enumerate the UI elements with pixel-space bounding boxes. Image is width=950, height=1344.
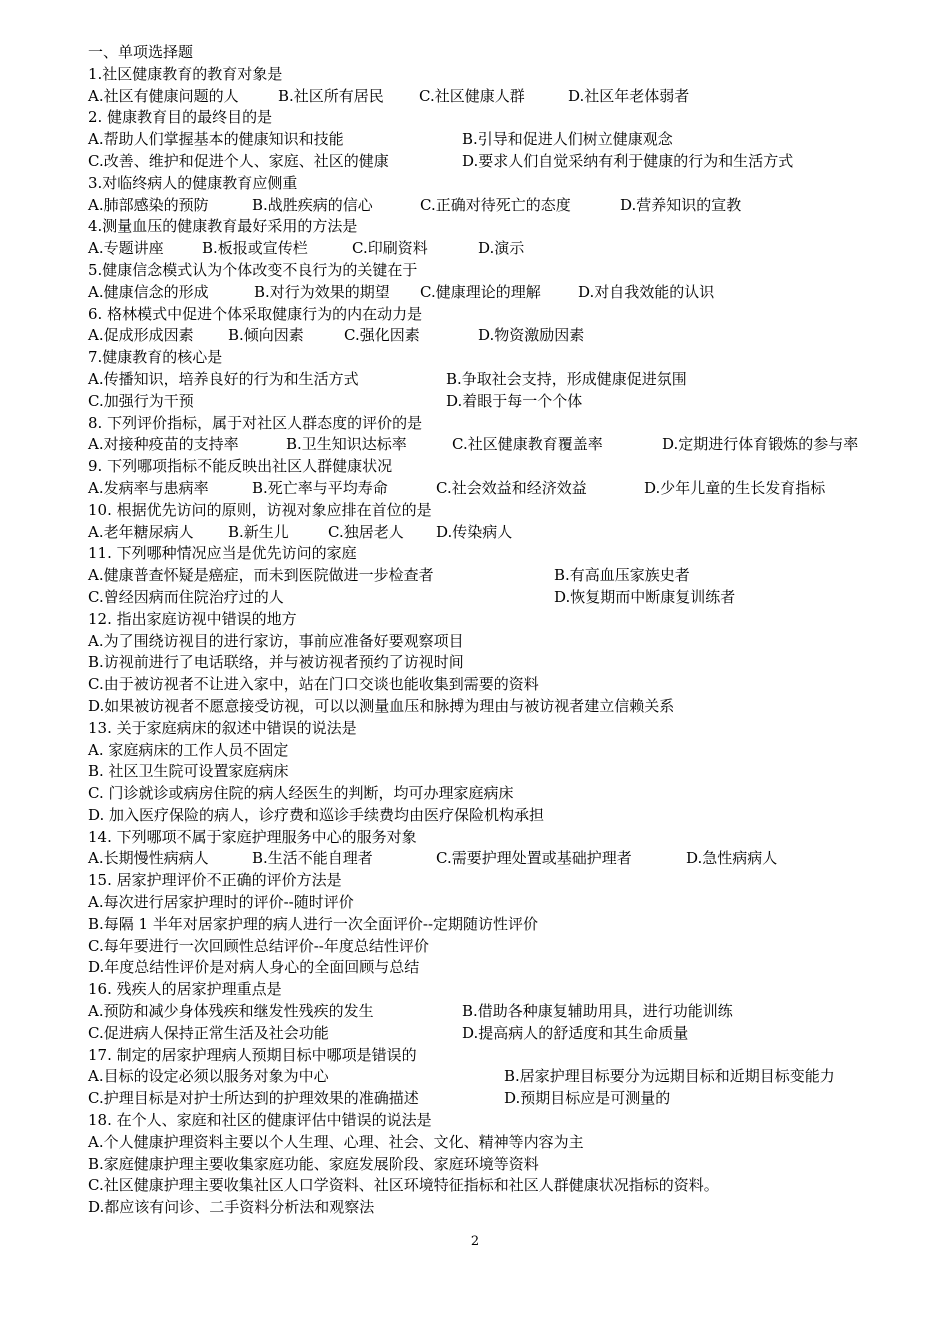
option-a: A.长期慢性病病人 (88, 849, 209, 868)
question-stem: 13. 关于家庭病床的叙述中错误的说法是 (88, 718, 357, 737)
option-a: A.健康信念的形成 (88, 282, 209, 301)
options-row (88, 565, 888, 587)
option-b: B.每隔 1 半年对居家护理的病人进行一次全面评价--定期随访性评价 (88, 914, 539, 933)
option-d: D.演示 (478, 239, 525, 258)
question-stem: 11. 下列哪种情况应当是优先访问的家庭 (88, 544, 357, 563)
option-d: D.物资激励因素 (478, 326, 585, 345)
option-b: B. 社区卫生院可设置家庭病床 (88, 762, 289, 781)
option-a: A.对接种疫苗的支持率 (88, 435, 239, 454)
option-a: A.预防和减少身体残疾和继发性残疾的发生 (88, 1002, 374, 1021)
option-c: C.社区健康护理主要收集社区人口学资料、社区环境特征指标和社区人群健康状况指标的资料。 (88, 1176, 719, 1195)
option-b: B.倾向因素 (228, 326, 304, 345)
option-a: A.个人健康护理资料主要以个人生理、心理、社会、文化、精神等内容为主 (88, 1132, 584, 1151)
options-row (88, 1066, 888, 1088)
option-c: C.社区健康人群 (419, 86, 525, 105)
question-stem: 5.健康信念模式认为个体改变不良行为的关键在于 (88, 260, 418, 279)
option-b: B.卫生知识达标率 (286, 435, 407, 454)
options-row (88, 391, 888, 413)
options-row (88, 282, 888, 304)
option-a: A.每次进行居家护理时的评价--随时评价 (88, 893, 354, 912)
question-stem: 3.对临终病人的健康教育应侧重 (88, 173, 298, 192)
option-a: A.为了围绕访视目的进行家访，事前应准备好要观察项目 (88, 631, 464, 650)
options-row (88, 1001, 888, 1023)
option-a: A.促成形成因素 (88, 326, 194, 345)
option-b: B.争取社会支持，形成健康促进氛围 (446, 369, 687, 388)
options-row (88, 369, 888, 391)
question-stem: 1.社区健康教育的教育对象是 (88, 64, 283, 83)
question-stem: 12. 指出家庭访视中错误的地方 (88, 609, 297, 628)
option-b: B.引导和促进人们树立健康观念 (462, 130, 673, 149)
option-b: B.访视前进行了电话联络，并与被访视者预约了访视时间 (88, 653, 464, 672)
options-row (88, 86, 888, 108)
option-d: D.定期进行体育锻炼的参与率 (662, 435, 859, 454)
options-row (88, 325, 888, 347)
option-a: A.目标的设定必须以服务对象为中心 (88, 1067, 329, 1086)
question-stem: 8. 下列评价指标，属于对社区人群态度的评价的是 (88, 413, 423, 432)
option-d: D.都应该有问诊、二手资料分析法和观察法 (88, 1198, 375, 1217)
option-b: B.战胜疾病的信心 (252, 195, 373, 214)
option-d: D.急性病病人 (686, 849, 778, 868)
option-d: D.着眼于每一个个体 (446, 391, 583, 410)
option-d: D.营养知识的宣教 (620, 195, 742, 214)
option-c: C.健康理论的理解 (420, 282, 541, 301)
options-row (88, 1023, 888, 1045)
option-c: C.曾经因病而住院治疗过的人 (88, 587, 284, 606)
options-row (88, 522, 888, 544)
question-stem: 16. 残疾人的居家护理重点是 (88, 980, 282, 999)
option-c: C.促进病人保持正常生活及社会功能 (88, 1023, 329, 1042)
options-row (88, 151, 888, 173)
section-title: 一、单项选择题 (88, 43, 194, 61)
option-c: C.由于被访视者不让进入家中，站在门口交谈也能收集到需要的资料 (88, 675, 539, 694)
option-a: A.老年糖尿病人 (88, 522, 194, 541)
option-c: C.改善、维护和促进个人、家庭、社区的健康 (88, 151, 389, 170)
option-a: A.健康普查怀疑是癌症，而未到医院做进一步检查者 (88, 566, 434, 585)
question-stem: 6. 格林模式中促进个体采取健康行为的内在动力是 (88, 304, 423, 323)
options-row (88, 434, 888, 456)
option-c: C.强化因素 (344, 326, 420, 345)
option-c: C.社区健康教育覆盖率 (452, 435, 603, 454)
option-c: C.独居老人 (328, 522, 404, 541)
option-d: D.传染病人 (436, 522, 513, 541)
options-row (88, 1088, 888, 1110)
question-stem: 15. 居家护理评价不正确的评价方法是 (88, 871, 342, 890)
question-list (88, 42, 888, 1219)
option-c: C.正确对待死亡的态度 (420, 195, 571, 214)
option-d: D.如果被访视者不愿意接受访视，可以以测量血压和脉搏为理由与被访视者建立信赖关系 (88, 696, 675, 715)
option-a: A.帮助人们掌握基本的健康知识和技能 (88, 130, 344, 149)
options-row (88, 129, 888, 151)
question-stem: 17. 制定的居家护理病人预期目标中哪项是错误的 (88, 1045, 417, 1064)
option-c: C.需要护理处置或基础护理者 (436, 849, 632, 868)
option-a: A.肺部感染的预防 (88, 195, 209, 214)
option-d: D.提高病人的舒适度和其生命质量 (462, 1023, 689, 1042)
question-stem: 4.测量血压的健康教育最好采用的方法是 (88, 217, 358, 236)
option-c: C.社会效益和经济效益 (436, 478, 587, 497)
page-number: 2 (470, 1234, 480, 1249)
option-b: B.社区所有居民 (278, 86, 384, 105)
option-c: C.印刷资料 (352, 239, 428, 258)
option-b: B.借助各种康复辅助用具，进行功能训练 (462, 1002, 733, 1021)
option-b: B.生活不能自理者 (252, 849, 373, 868)
question-stem: 14. 下列哪项不属于家庭护理服务中心的服务对象 (88, 827, 417, 846)
option-c: C.加强行为干预 (88, 391, 194, 410)
options-row (88, 587, 888, 609)
options-row (88, 238, 888, 260)
question-stem: 10. 根据优先访问的原则，访视对象应排在首位的是 (88, 500, 432, 519)
option-d: D.对自我效能的认识 (578, 282, 715, 301)
options-row (88, 848, 888, 870)
option-a: A.专题讲座 (88, 239, 164, 258)
option-c: C.每年要进行一次回顾性总结评价--年度总结性评价 (88, 936, 429, 955)
option-d: D.少年儿童的生长发育指标 (644, 478, 826, 497)
option-d: D.年度总结性评价是对病人身心的全面回顾与总结 (88, 958, 420, 977)
options-row (88, 195, 888, 217)
option-b: B.家庭健康护理主要收集家庭功能、家庭发展阶段、家庭环境等资料 (88, 1154, 539, 1173)
option-b: B.新生儿 (228, 522, 289, 541)
option-d: D.预期目标应是可测量的 (504, 1089, 671, 1108)
option-d: D.要求人们自觉采纳有利于健康的行为和生活方式 (462, 151, 794, 170)
question-stem: 2. 健康教育目的最终目的是 (88, 108, 273, 127)
option-b: B.有高血压家族史者 (554, 566, 690, 585)
option-d: D. 加入医疗保险的病人，诊疗费和巡诊手续费均由医疗保险机构承担 (88, 805, 545, 824)
option-c: C.护理目标是对护士所达到的护理效果的准确描述 (88, 1089, 419, 1108)
option-a: A.社区有健康问题的人 (88, 86, 239, 105)
option-a: A.传播知识，培养良好的行为和生活方式 (88, 369, 359, 388)
option-b: B.居家护理目标要分为远期目标和近期目标变能力 (504, 1067, 835, 1086)
option-b: B.板报或宣传栏 (202, 239, 308, 258)
option-a: A.发病率与患病率 (88, 478, 209, 497)
options-row (88, 478, 888, 500)
question-stem: 9. 下列哪项指标不能反映出社区人群健康状况 (88, 457, 393, 476)
question-stem: 7.健康教育的核心是 (88, 348, 223, 367)
option-c: C. 门诊就诊或病房住院的病人经医生的判断，均可办理家庭病床 (88, 784, 514, 803)
option-b: B.死亡率与平均寿命 (252, 478, 388, 497)
option-b: B.对行为效果的期望 (254, 282, 390, 301)
option-d: D.社区年老体弱者 (568, 86, 690, 105)
question-stem: 18. 在个人、家庭和社区的健康评估中错误的说法是 (88, 1111, 432, 1130)
option-d: D.恢复期而中断康复训练者 (554, 587, 736, 606)
option-a: A. 家庭病床的工作人员不固定 (88, 740, 289, 759)
